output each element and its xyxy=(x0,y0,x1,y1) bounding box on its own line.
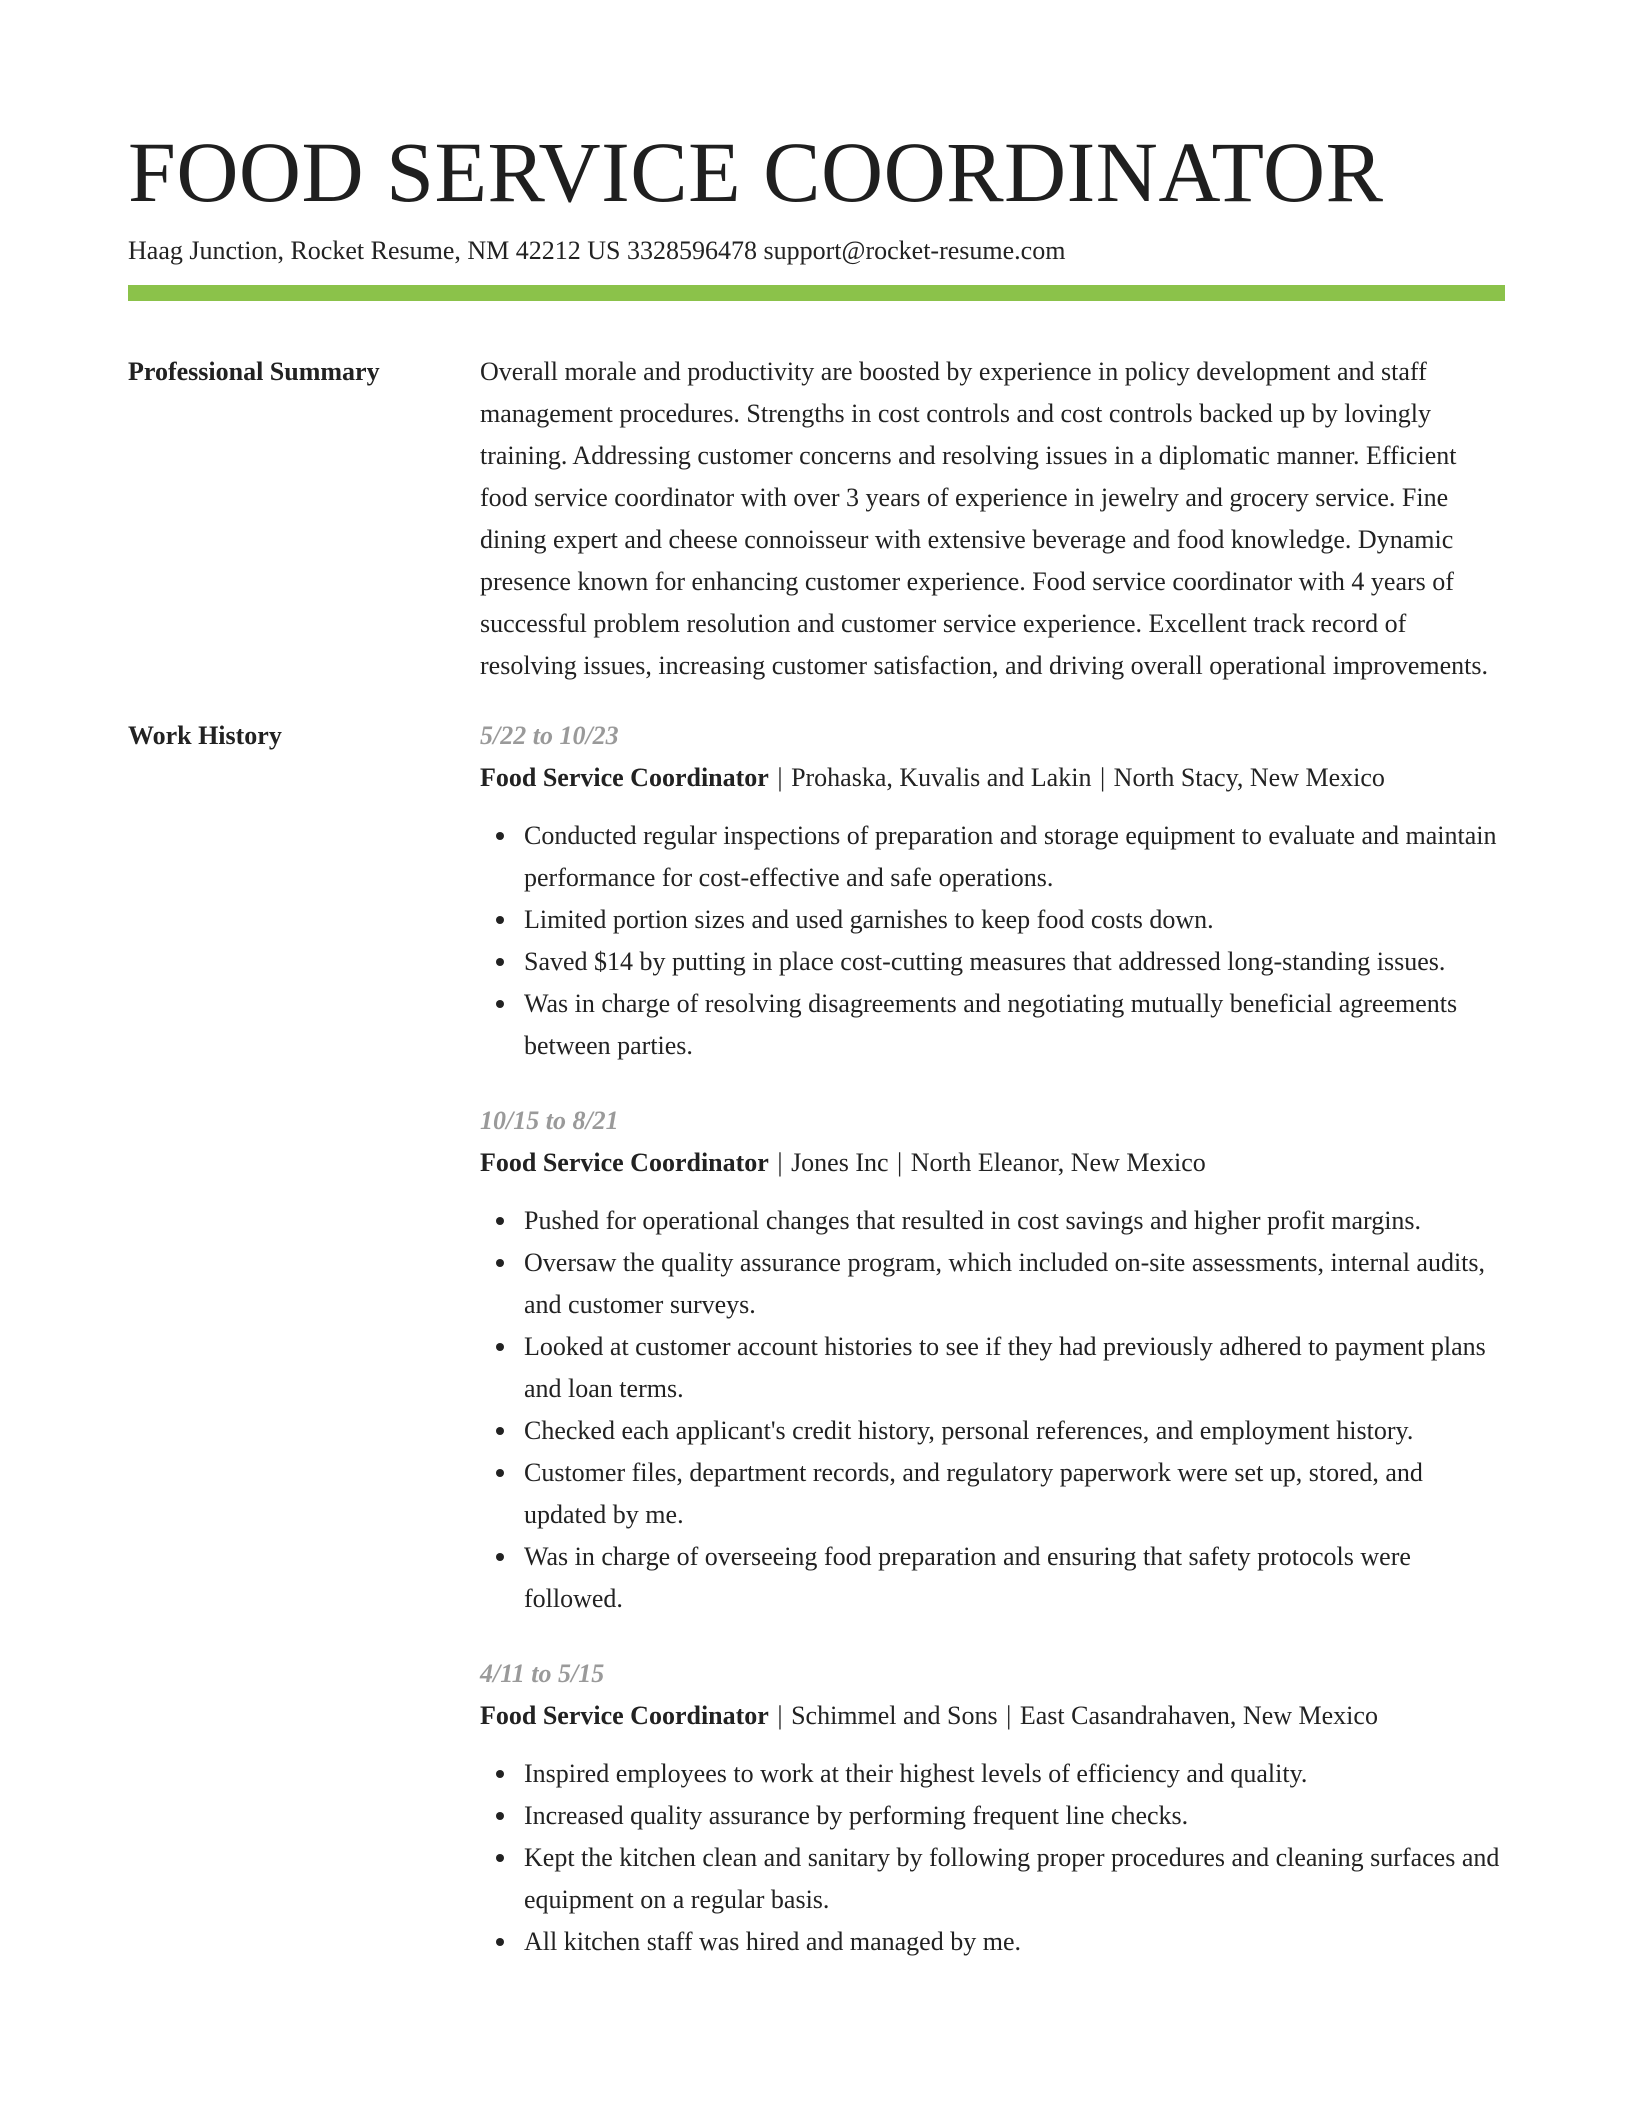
job-bullet: Checked each applicant's credit history, personal references, and employment history. xyxy=(524,1410,1505,1452)
job-dates: 5/22 to 10/23 xyxy=(480,721,619,750)
job-entry xyxy=(480,1100,1505,1620)
job-location: North Eleanor, New Mexico xyxy=(910,1148,1206,1177)
job-title-line xyxy=(480,1695,1505,1737)
separator: | xyxy=(777,1148,783,1177)
job-title-line xyxy=(480,757,1505,799)
separator: | xyxy=(1099,763,1106,792)
job-title-line xyxy=(480,1142,1505,1184)
job-bullet: Limited portion sizes and used garnishes to keep food costs down. xyxy=(524,899,1505,941)
job-bullet: All kitchen staff was hired and managed by me. xyxy=(524,1921,1505,1963)
contact-phone: 3328596478 xyxy=(627,236,758,265)
resume-page xyxy=(128,118,1505,1963)
job-bullets xyxy=(480,1753,1505,1963)
summary-text: Overall morale and productivity are boosted by experience in policy development and staff management procedures. Strengths in cost controls and cost controls backed up by lovingly training. Addressing customer concerns and resolving issues in a diplomatic manner. Efficient food service coordinator with over 3 years of experience in jewelry and grocery service. Fine dining expert and cheese connoisseur with extensive beverage and food knowledge. Dynamic presence known for enhancing customer experience. Food service coordinator with 4 years of successful problem resolution and customer service experience. Excellent track record of resolving issues, increasing customer satisfaction, and driving overall operational improvements. xyxy=(480,357,1488,680)
page-title: FOOD SERVICE COORDINATOR xyxy=(128,124,1384,220)
job-company: Jones Inc xyxy=(791,1148,889,1177)
job-title: Food Service Coordinator xyxy=(480,1148,769,1177)
job-dates: 10/15 to 8/21 xyxy=(480,1106,619,1135)
contact-address: Haag Junction, Rocket Resume, NM 42212 US xyxy=(128,236,621,265)
job-bullet: Saved $14 by putting in place cost-cutting measures that addressed long-standing issues. xyxy=(524,941,1505,983)
resume-header xyxy=(128,118,1505,301)
summary-heading: Professional Summary xyxy=(128,357,380,386)
job-bullet: Conducted regular inspections of preparation and storage equipment to evaluate and maintain performance for cost-effective and safe operations. xyxy=(524,815,1505,899)
separator: | xyxy=(897,1148,903,1177)
job-bullets xyxy=(480,1200,1505,1620)
separator: | xyxy=(777,763,783,792)
job-company: Prohaska, Kuvalis and Lakin xyxy=(791,763,1092,792)
job-bullets xyxy=(480,815,1505,1067)
summary-section xyxy=(128,351,1505,687)
job-company: Schimmel and Sons xyxy=(791,1701,998,1730)
separator: | xyxy=(777,1701,783,1730)
job-entry xyxy=(480,715,1505,1067)
work-history-section xyxy=(128,715,1505,1963)
accent-divider xyxy=(128,285,1505,301)
job-bullet: Was in charge of resolving disagreements and negotiating mutually beneficial agreements between parties. xyxy=(524,983,1505,1067)
contact-line xyxy=(128,233,1505,269)
job-bullet: Pushed for operational changes that resulted in cost savings and higher profit margins. xyxy=(524,1200,1505,1242)
job-dates: 4/11 to 5/15 xyxy=(480,1659,605,1688)
job-bullet: Was in charge of overseeing food preparation and ensuring that safety protocols were followed. xyxy=(524,1536,1505,1620)
job-bullet: Customer files, department records, and regulatory paperwork were set up, stored, and updated by me. xyxy=(524,1452,1505,1536)
job-entry xyxy=(480,1653,1505,1963)
job-location: North Stacy, New Mexico xyxy=(1113,763,1385,792)
separator: | xyxy=(1006,1701,1012,1730)
job-title: Food Service Coordinator xyxy=(480,763,769,792)
contact-email[interactable]: support@rocket-resume.com xyxy=(763,236,1066,265)
job-bullet: Inspired employees to work at their highest levels of efficiency and quality. xyxy=(524,1753,1505,1795)
work-history-list xyxy=(480,715,1505,1963)
job-location: East Casandrahaven, New Mexico xyxy=(1019,1701,1378,1730)
job-bullet: Increased quality assurance by performing frequent line checks. xyxy=(524,1795,1505,1837)
job-title: Food Service Coordinator xyxy=(480,1701,769,1730)
job-bullet: Oversaw the quality assurance program, which included on-site assessments, internal audits, and customer surveys. xyxy=(524,1242,1505,1326)
job-bullet: Kept the kitchen clean and sanitary by following proper procedures and cleaning surfaces and equipment on a regular basis. xyxy=(524,1837,1505,1921)
work-history-heading: Work History xyxy=(128,721,282,750)
job-bullet: Looked at customer account histories to see if they had previously adhered to payment plans and loan terms. xyxy=(524,1326,1505,1410)
